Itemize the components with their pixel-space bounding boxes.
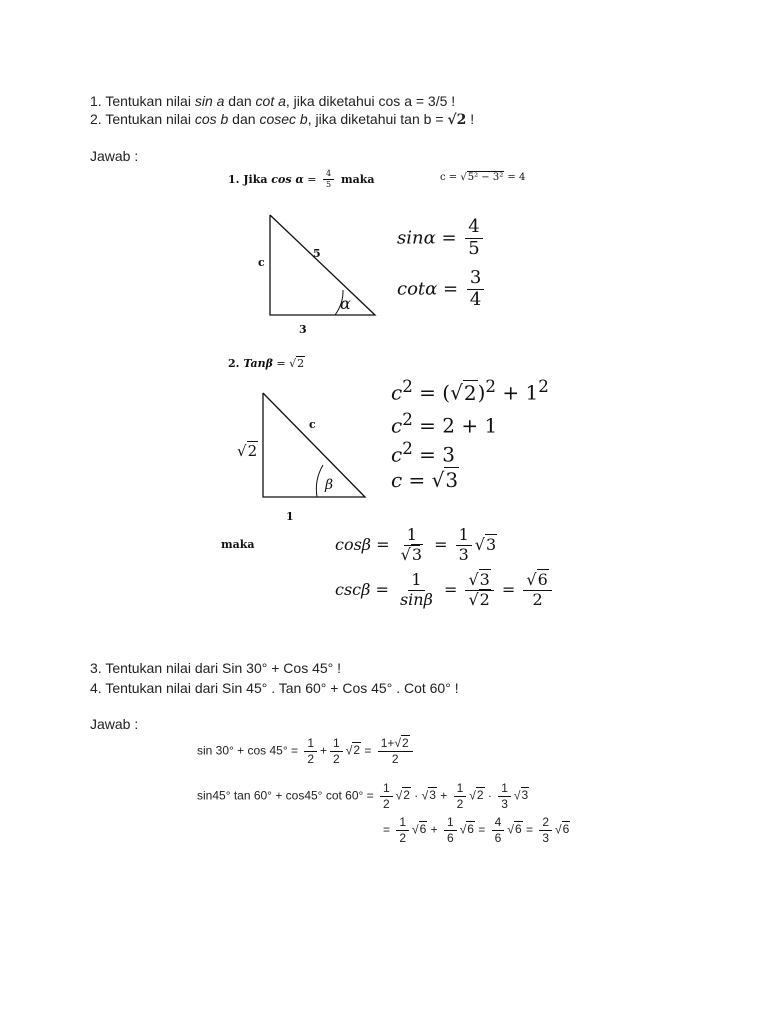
triangle-1-shape [270, 215, 375, 315]
question-2-end: ! [466, 111, 475, 127]
sol2-eq1-mid: = (√ [412, 380, 463, 405]
sol2-eq2-sup: 2 [402, 410, 413, 429]
sol2-heading-prefix: 2. [228, 357, 244, 370]
sol2-csc-eq2-sign: = [438, 579, 463, 599]
question-2-term-cosec: cosec b [259, 111, 308, 127]
sol4-plus2: + [427, 822, 441, 837]
sol2-csc-frac2-den-root: 2 [479, 589, 490, 609]
sol1-heading-prefix: 1. Jika [228, 172, 272, 186]
sol4-frac-c-num: 1 [498, 782, 511, 797]
sol2-eq1-sup3: 2 [538, 377, 549, 396]
sol4-eq3: = [522, 822, 537, 837]
sol3-frac1-den: 2 [307, 751, 315, 766]
sol2-cos-frac1-den: √3 [400, 544, 423, 564]
sol4-b-root1: 2 [476, 788, 484, 803]
sol2-eq1-root: 2 [463, 380, 477, 405]
sol1-cot-fraction [467, 269, 484, 310]
sol4-frac-e [444, 816, 457, 844]
sol4-frac-a-num: 1 [380, 782, 393, 797]
sol2-csc-frac3-den: 2 [532, 589, 543, 609]
sol1-sin-func: sinα [397, 227, 436, 249]
triangle-2-label-base: 1 [286, 510, 294, 523]
sol2-eq3-lhs: c [391, 442, 403, 467]
sol4-frac-f [492, 816, 505, 844]
sol4-frac-f-den: 6 [494, 830, 502, 845]
sol2-csc-frac1-den: sinβ [399, 589, 433, 609]
sol1-cot-eq [397, 269, 487, 310]
triangle-1-label-hyp: 5 [313, 247, 321, 260]
question-2-suffix: , jika diketahui tan b = [307, 111, 448, 127]
sol2-heading-eq: = √ [272, 357, 297, 370]
sol4-frac-f-num: 4 [492, 816, 505, 831]
sol3-frac3-num-prefix: 1+√ [380, 736, 401, 750]
sol1-heading-suffix: maka [337, 172, 375, 186]
triangle-1-diagram [240, 205, 390, 340]
sol4-frac-b-num: 1 [454, 782, 467, 797]
triangle-2-diagram [255, 385, 375, 510]
triangle-2-label-beta: β [325, 477, 334, 493]
sol3-frac3-num [378, 737, 413, 752]
sol1-c-expression: c = √5² − 3² = 4 [440, 172, 526, 183]
sol3-lhs: sin 30° + cos 45° = [197, 743, 302, 758]
sol2-cos-frac1 [398, 527, 426, 564]
sol1-heading-eq: = [303, 172, 321, 186]
sol3-frac1 [304, 737, 317, 765]
sol2-eq4 [391, 468, 459, 492]
sol2-eq1-tail: + 1 [496, 380, 539, 405]
triangle-1-label-alpha: α [340, 294, 351, 313]
sol4-frac-a [380, 782, 393, 810]
sol4-e-root: 6 [467, 822, 474, 837]
sol4-frac-d-num: 1 [396, 816, 409, 831]
sol4-d-root: 6 [419, 822, 427, 837]
sol2-eq4-lhs: c = √ [391, 468, 445, 492]
sol2-eq1 [391, 377, 549, 405]
sol2-eq1-close: ) [477, 380, 486, 405]
sol2-csc-frac3 [523, 572, 551, 609]
sol2-cos-frac1-den-root: 3 [411, 544, 423, 564]
sol2-eq4-root: 3 [445, 468, 459, 492]
sol1-c-rhs: = 4 [504, 172, 526, 183]
sol1-cot-func: cotα [397, 278, 438, 300]
sol4-a-root1: 2 [403, 788, 410, 803]
sol4-frac-g [539, 816, 552, 844]
triangle-2-shape [263, 393, 365, 497]
sol2-eq2-rhs: = 2 + 1 [412, 413, 498, 438]
sol1-c-lhs: c = [440, 172, 461, 183]
sol2-cos-tail-root: 3 [486, 534, 497, 554]
sol4-a-root2: 3 [429, 788, 436, 803]
sol3-eq: sin 30° + cos 45° = $\frac{1}{2}$ + $\frac{1}{2}$ √2 = $\frac{1+√2}{2}$ [197, 737, 416, 765]
question-1-term-cot: cot a [255, 93, 286, 109]
sol2-csc-frac1 [397, 572, 436, 609]
sol2-heading-func: Tanβ [243, 357, 273, 370]
sol4-eq2: = [474, 822, 489, 837]
triangle-2-side-root: 2 [247, 442, 258, 460]
sol4-frac-e-den: 6 [447, 830, 454, 845]
question-3: 3. Tentukan nilai dari Sin 30° + Cos 45° ! [90, 660, 342, 676]
sol3-root: 2 [353, 743, 360, 758]
sol3-frac3 [378, 737, 413, 765]
sol1-heading-fraction [323, 170, 334, 190]
sol3-frac3-num-root: 2 [401, 736, 409, 750]
question-2 [90, 111, 474, 128]
sol1-sin-num: 4 [465, 218, 482, 239]
sol4-plus: + [436, 788, 451, 803]
sol2-cos-eq2-sign: = [429, 534, 453, 554]
sol2-eq2 [391, 410, 497, 438]
triangle-1-label-c: c [258, 256, 265, 269]
sol2-csc-frac2-den: √2 [468, 589, 490, 609]
sol2-csc-frac2 [465, 572, 493, 609]
sol1-heading [228, 170, 374, 190]
sol3-eq-sign: = [361, 743, 375, 758]
jawab-label-2: Jawab : [90, 716, 139, 732]
sol2-cos-func: cosβ [335, 534, 372, 554]
sol2-cos-eq-sign: = [371, 534, 395, 554]
sol4-dot1: · √ [410, 788, 429, 803]
sol2-maka: maka [221, 538, 255, 551]
sol3-frac2-num: 1 [330, 737, 343, 752]
sol1-sin-fraction [465, 218, 482, 259]
sol4-frac-d [396, 816, 409, 844]
sol4-frac-b-den: 2 [456, 796, 464, 811]
sol4-line1: sin45° tan 60° + cos45° cot 60° = $\frac{1}{2}$ √2 · √3 + $\frac{1}{2}$ √2 · $\frac{1}{3}$ √3 [197, 781, 529, 811]
sol1-sin-eq [397, 218, 486, 259]
sol2-cos-frac2-num: 1 [456, 527, 472, 546]
sol4-frac-b [454, 782, 467, 810]
sol4-frac-g-num: 2 [539, 816, 552, 831]
sol4-frac-a-den: 2 [382, 796, 390, 811]
sol4-line2-eq: = [383, 822, 394, 837]
sol4-line2: = $\frac{1}{2}$ √6 + $\frac{1}{6}$ √6 = $\frac{4}{6}$ √6 = $\frac{2}{3}$ √6 [383, 815, 570, 845]
sol2-csc-frac2-num-root: 3 [479, 570, 490, 589]
sol1-heading-frac-num: 4 [323, 170, 334, 180]
question-4: 4. Tentukan nilai dari Sin 45° . Tan 60° + Cos 45° . Cot 60° ! [90, 680, 459, 696]
sol2-csc-frac3-num-root: 6 [537, 570, 548, 589]
question-1-prefix: 1. Tentukan nilai [90, 93, 195, 109]
sol4-c-root: 3 [521, 788, 529, 803]
sol4-frac-d-den: 2 [399, 830, 407, 845]
sol3-frac2-den: 2 [333, 751, 340, 766]
sol2-eq1-lhs: c [391, 380, 403, 405]
sol3-frac1-num: 1 [304, 737, 317, 752]
sol1-heading-frac-den: 5 [326, 180, 332, 190]
sol1-cot-eq-sign: = [437, 278, 464, 300]
sol4-lhs: sin45° tan 60° + cos45° cot 60° = [197, 788, 377, 803]
sol2-csc-eq [335, 572, 555, 609]
sol4-frac-g-den: 3 [542, 830, 549, 845]
triangle-2-angle-arc [316, 465, 323, 497]
triangle-2-label-side: √2 [237, 442, 258, 460]
sol4-f-root: 6 [514, 822, 522, 837]
sol1-heading-func: cos α [271, 172, 304, 186]
sol2-eq1-sup: 2 [402, 377, 413, 396]
sol4-frac-e-num: 1 [444, 816, 457, 831]
question-2-value: √2 [447, 112, 467, 128]
sol2-csc-frac2-num: √3 [465, 572, 493, 591]
sol2-csc-func: cscβ [335, 579, 371, 599]
sol2-cos-frac2 [456, 527, 472, 564]
sol3-frac3-den: 2 [391, 751, 399, 766]
sol4-frac-c-den: 3 [501, 796, 508, 811]
sol4-frac-c [498, 782, 511, 810]
jawab-label-1: Jawab : [90, 148, 139, 164]
question-1-term-sin: sin a [194, 93, 225, 109]
sol2-heading-root: 2 [297, 357, 305, 370]
sol2-csc-eq3-sign: = [496, 579, 521, 599]
sol2-eq3-rhs: = 3 [412, 442, 456, 467]
sol2-cos-frac2-den: 3 [458, 544, 469, 564]
sol2-eq2-lhs: c [391, 413, 403, 438]
sol1-c-root: 5² − 3² [467, 172, 504, 183]
sol2-cos-frac1-num: 1 [404, 527, 420, 546]
sol1-sin-eq-sign: = [435, 227, 463, 249]
sol2-eq3 [391, 439, 455, 467]
sol2-csc-frac1-num: 1 [408, 572, 424, 591]
sol2-csc-eq-sign: = [370, 579, 394, 599]
question-2-mid: dan [228, 111, 260, 127]
sol3-plus: + [320, 743, 328, 758]
sol1-sin-den: 5 [468, 237, 480, 259]
question-1-suffix: , jika diketahui cos a = 3/5 ! [285, 93, 456, 109]
sol2-eq3-sup: 2 [402, 439, 413, 458]
sol1-cot-num: 3 [467, 269, 484, 290]
sol4-g-root: 6 [562, 822, 570, 837]
sol2-csc-frac3-num: √6 [523, 572, 551, 591]
question-2-term-cos: cos b [194, 111, 229, 127]
question-1-mid: dan [224, 93, 256, 109]
sol4-dot2: · [484, 788, 496, 803]
sol1-cot-den: 4 [469, 288, 482, 310]
triangle-2-label-c: c [309, 418, 316, 431]
sol2-heading [228, 357, 305, 370]
sol2-eq1-sup2: 2 [485, 377, 496, 396]
sol3-frac2 [330, 737, 343, 765]
triangle-1-label-base: 3 [299, 323, 307, 336]
question-1 [90, 93, 455, 109]
sol2-cos-eq: cosβ = $\frac{1}{√3}$ = $\frac{1}{3}$ √3 [335, 525, 497, 564]
question-2-prefix: 2. Tentukan nilai [90, 111, 195, 127]
